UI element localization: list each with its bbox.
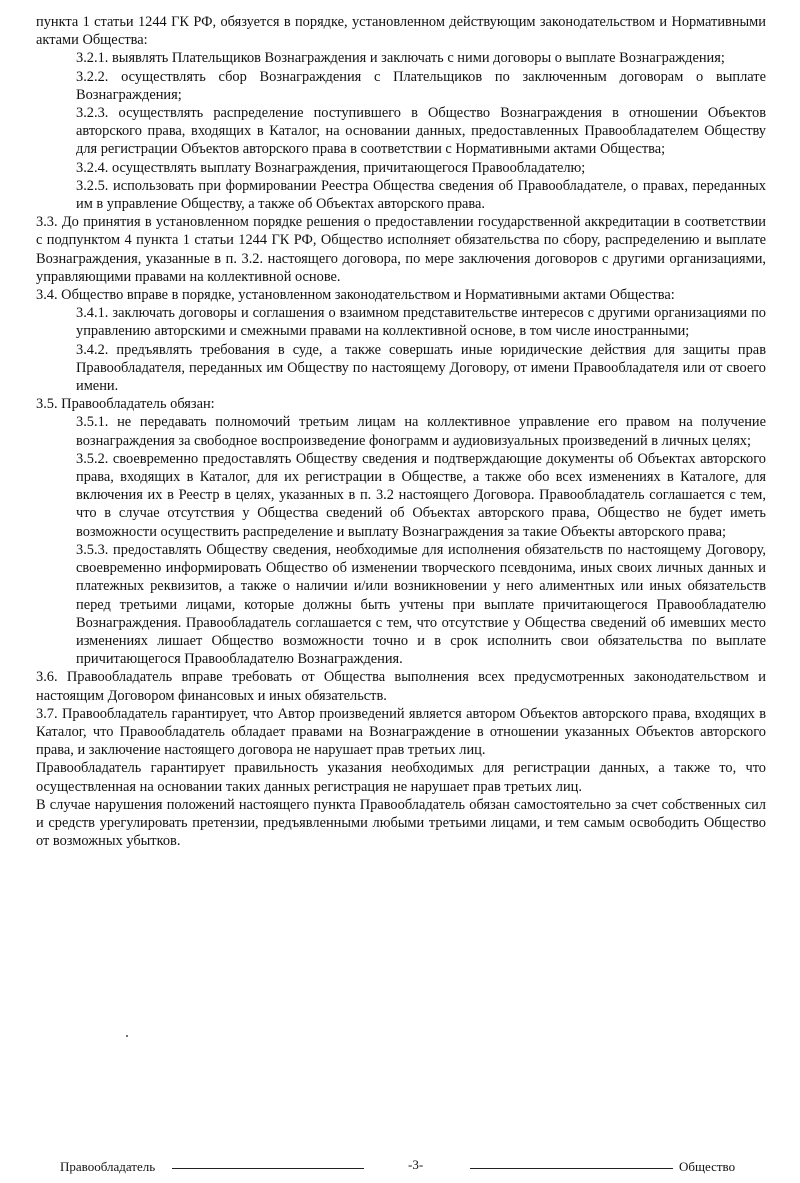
paragraph: 3.6. Правообладатель вправе требовать от Общества выполнения всех предусмотренных законодательством и настоящим Договором финансовых и иных обязательств. <box>36 669 766 704</box>
paragraph: Правообладатель гарантирует правильность указания необходимых для регистрации данных, а также то, что осуществленная на основании таких данных регистрация не нарушает прав третьих лиц. <box>36 760 766 795</box>
paragraph: 3.5.3. предоставлять Обществу сведения, необходимые для исполнения обязательств по настоящему Договору, своевременно информировать Общество об изменении творческого псевдонима, иных своих личных данных и платежных реквизитов, а также о наличии и/или возникновении у него алиментных или иных обязательств перед третьими лицами, которые должны быть учтены при выплате причитающегося Правообладателю Вознаграждения. Правообладатель соглашается с тем, что отсутствие у Общества сведений об имевших место изменениях лишает Общество возможности точно и в срок исполнить свои обязательства по выплате причитающегося Правообладателю Вознаграждения. <box>76 541 766 668</box>
paragraph: 3.4.2. предъявлять требования в суде, а также совершать иные юридические действия для защиты прав Правообладателя, переданных им Обществу по настоящему Договору, от имени Правообладателя или от своего имени. <box>76 341 766 395</box>
paragraph: 3.2.2. осуществлять сбор Вознаграждения с Плательщиков по заключенным договорам о выплате Вознаграждения; <box>76 68 766 103</box>
paragraph: 3.2.5. использовать при формировании Реестра Общества сведения об Правообладателе, о правах, переданных им в управление Обществу, а также об Объектах авторского права. <box>76 177 766 213</box>
paragraph: 3.4. Общество вправе в порядке, установленном законодательством и Нормативными актами Общества: <box>36 287 675 304</box>
paragraph: 3.5.2. своевременно предоставлять Обществу сведения и подтверждающие документы об Объектах авторского права, входящих в Каталог, для их регистрации в Обществе, а также обо всех изменениях в Каталоге, для включения их в Реестр в целях, указанных в п. 3.2 настоящего Договора. Правообладатель соглашается с тем, что в случае отсутствия у Общества сведений об Объектах авторского права, Общество не будет иметь возможности осуществить распределение и выплату Вознаграждения за такие Объекты авторского права; <box>76 450 766 540</box>
scan-speck <box>126 1035 128 1037</box>
document-body <box>36 13 766 850</box>
footer-society-label: Общество <box>679 1159 736 1174</box>
paragraph: 3.3. До принятия в установленном порядке решения о предоставлении государственной аккредитации в соответствии с подпунктом 4 пункта 1 статьи 1244 ГК РФ, Общество исполняет обязательства по сбору, распределению и выплате Вознаграждения, указанные в п. 3.2. настоящего договора, по мере заключения договоров с другими организациями, управляющими правами на коллективной основе. <box>36 214 766 285</box>
paragraph: 3.5.1. не передавать полномочий третьим лицам на коллективное управление его правом на получение вознаграждения за свободное воспроизведение фонограмм и аудиовизуальных произведений в личных целях; <box>76 414 766 449</box>
footer-rightsholder-label: Правообладатель <box>60 1159 156 1174</box>
page-footer <box>0 1154 800 1176</box>
paragraph: В случае нарушения положений настоящего пункта Правообладатель обязан самостоятельно за счет собственных сил и средств урегулировать претензии, предъявленными любыми третьими лицами, и тем самым освободить Общество от возможных убытков. <box>36 796 766 850</box>
paragraph: 3.2.3. осуществлять распределение поступившего в Общество Вознаграждения в отношении Объектов авторского права, входящих в Каталог, на основании данных, предоставленных Правообладателем Обществу для регистрации Объектов авторского права в соответствии с Нормативными актами Общества; <box>76 105 766 158</box>
paragraph: 3.7. Правообладатель гарантирует, что Автор произведений является автором Объектов авторского права, входящих в Каталог, что Правообладатель обладает правами на Вознаграждение в отношении указанных Объектов авторского права, и заключение настоящего договора не нарушает прав третьих лиц. <box>36 705 766 759</box>
paragraph: 3.2.4. осуществлять выплату Вознаграждения, причитающегося Правообладателю; <box>76 159 586 176</box>
paragraph: 3.5. Правообладатель обязан: <box>36 396 215 413</box>
paragraph: 3.2.1. выявлять Плательщиков Вознаграждения и заключать с ними договоры о выплате Вознаграждения; <box>76 50 725 67</box>
page-number: -3- <box>408 1157 424 1172</box>
paragraph: 3.4.1. заключать договоры и соглашения о взаимном представительстве интересов с другими организациями по управлению авторскими и смежными правами на коллективной основе, в том числе иностранными; <box>76 305 766 340</box>
paragraph: пункта 1 статьи 1244 ГК РФ, обязуется в порядке, установленном действующим законодательством и Нормативными актами Общества: <box>36 14 766 49</box>
